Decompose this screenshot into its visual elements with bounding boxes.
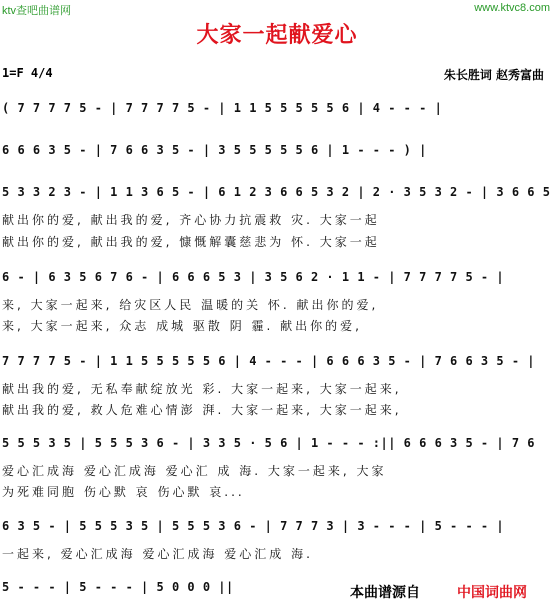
watermark-right: www.ktvc8.com: [474, 2, 550, 14]
notation-line: 6 6 6 3 5 - | 7 6 6 3 5 - | 3 5 5 5 5 5 6 | 1 - - - ) |: [2, 143, 427, 157]
notation-line: 5 3 3 2 3 - | 1 1 3 6 5 - | 6 1 2 3 6 6 5 3 2 | 2 · 3 5 3 2 - | 3 6 6 5: [2, 185, 551, 199]
song-credits: 朱长胜词 赵秀富曲: [443, 68, 544, 82]
lyric-line: 为死难同胞 伤心默 哀 伤心默 哀...: [2, 485, 245, 499]
lyric-line: 献出我的爱, 无私奉献绽放光 彩. 大家一起来, 大家一起来,: [2, 382, 402, 396]
song-title: 大家一起献爱心: [196, 23, 358, 48]
watermark-left: ktv查吧曲谱网: [2, 5, 72, 17]
notation-line: 7 7 7 7 5 - | 1 1 5 5 5 5 5 6 | 4 - - - | 6 6 6 3 5 - | 7 6 6 3 5 - |: [2, 354, 535, 368]
source-site: 中国词曲网: [457, 585, 527, 601]
key-signature: 1=F 4/4: [2, 66, 53, 80]
lyric-line: 献出你的爱, 献出我的爱, 慷慨解囊慈悲为 怀. 大家一起: [2, 235, 380, 249]
lyric-line: 来, 大家一起来, 给灾区人民 温暖的关 怀. 献出你的爱,: [2, 298, 379, 312]
lyric-line: 来, 大家一起来, 众志 成城 驱散 阴 霾. 献出你的爱,: [2, 319, 362, 333]
lyric-line: 爱心汇成海 爱心汇成海 爱心汇 成 海. 大家一起来, 大家: [2, 464, 387, 478]
lyric-line: 献出你的爱, 献出我的爱, 齐心协力抗震救 灾. 大家一起: [2, 213, 380, 227]
notation-line: ( 7 7 7 7 5 - | 7 7 7 7 5 - | 1 1 5 5 5 5 5 6 | 4 - - - |: [2, 101, 443, 115]
lyric-line: 献出我的爱, 救人危难心情澎 湃. 大家一起来, 大家一起来,: [2, 403, 402, 417]
notation-line: 6 3 5 - | 5 5 5 3 5 | 5 5 5 3 6 - | 7 7 7 3 | 3 - - - | 5 - - - |: [2, 519, 505, 533]
source-label: 本曲谱源自: [350, 585, 420, 601]
notation-line: 5 - - - | 5 - - - | 5 0 0 0 ||: [2, 580, 234, 594]
notation-line: 6 - | 6 3 5 6 7 6 - | 6 6 6 5 3 | 3 5 6 2 · 1 1 - | 7 7 7 7 5 - |: [2, 270, 505, 284]
notation-line: 5 5 5 3 5 | 5 5 5 3 6 - | 3 3 5 · 5 6 | 1 - - - :|| 6 6 6 3 5 - | 7 6: [2, 436, 535, 450]
lyric-line: 一起来, 爱心汇成海 爱心汇成海 爱心汇成 海.: [2, 547, 313, 561]
